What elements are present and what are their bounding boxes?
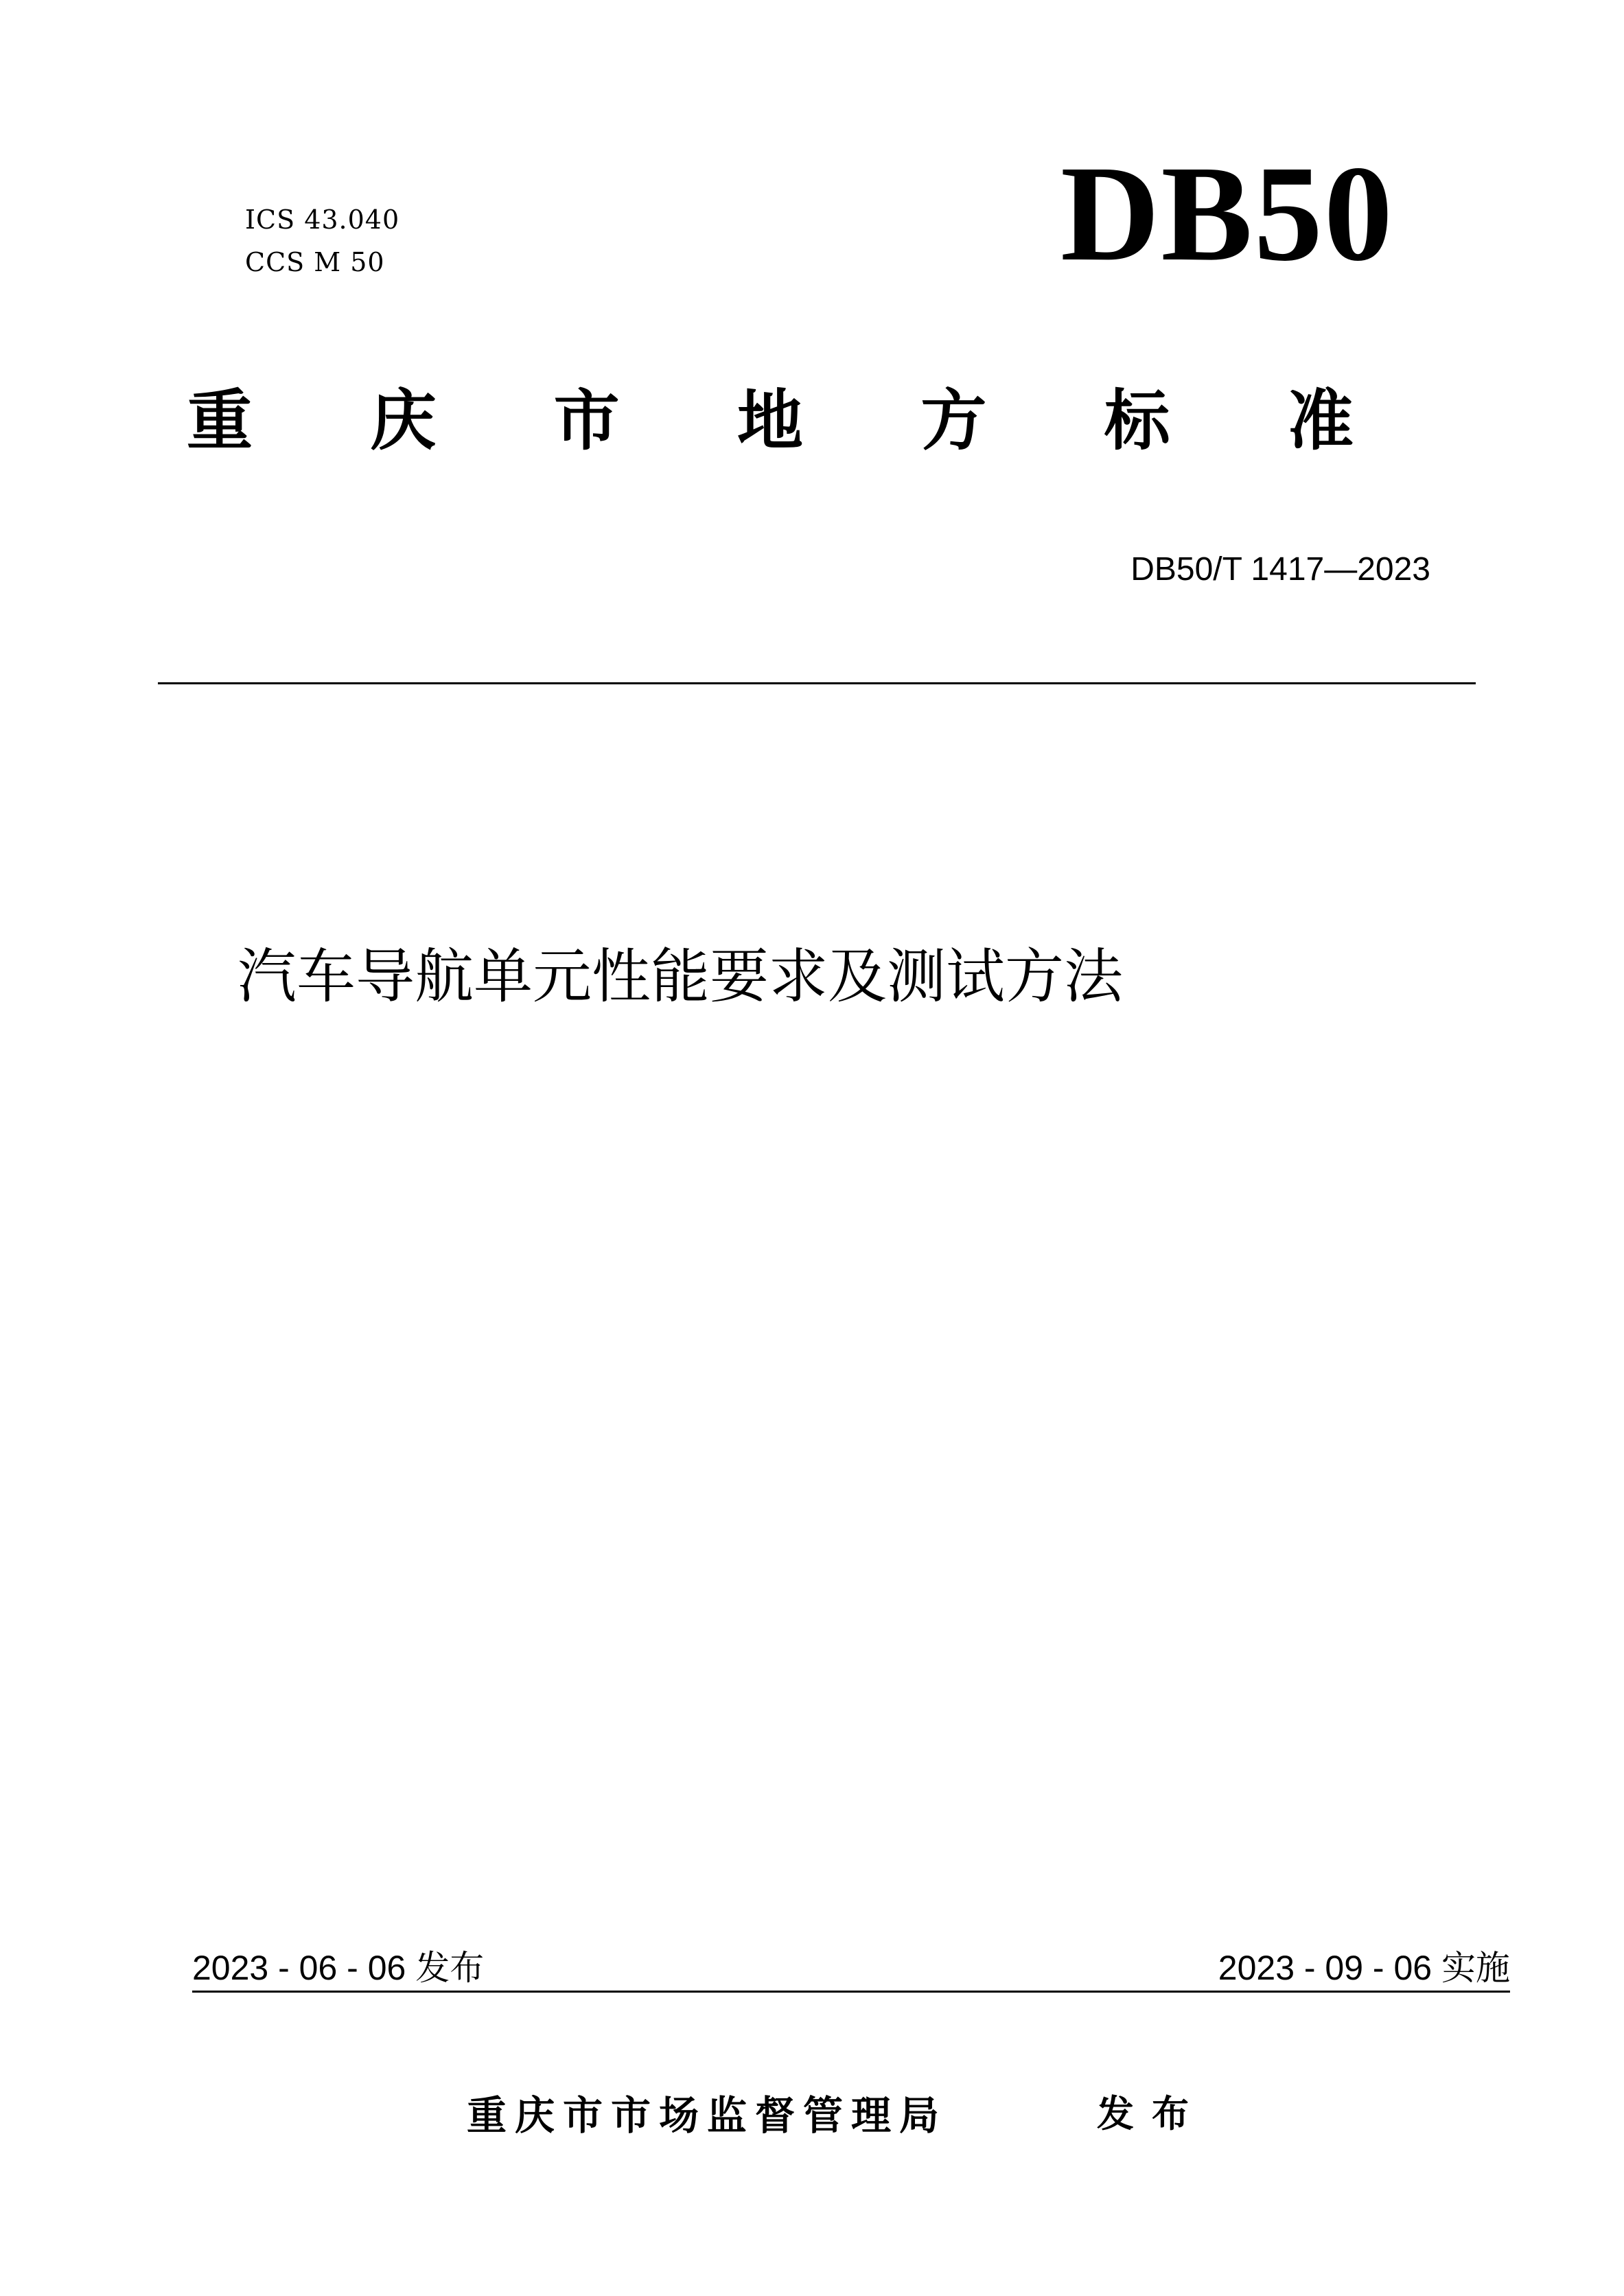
ccs-code: CCS M 50 bbox=[245, 247, 385, 277]
top-divider bbox=[158, 682, 1476, 684]
standard-type-char: 市 bbox=[553, 382, 620, 459]
publisher-name: 重庆市市场监督管理局 bbox=[467, 2092, 948, 2139]
standard-type-char: 标 bbox=[1104, 382, 1170, 459]
db50-logo: DB50 bbox=[1060, 138, 1394, 290]
standard-type-char: 重 bbox=[187, 382, 253, 459]
publish-label: 发布 bbox=[1097, 2092, 1207, 2135]
bottom-divider bbox=[192, 1991, 1510, 1993]
standard-type-char: 方 bbox=[920, 382, 987, 459]
date-row bbox=[192, 1944, 1510, 1992]
classification-codes bbox=[245, 198, 399, 283]
implementation-date: 2023 - 09 - 06 实施 bbox=[1218, 1949, 1510, 1987]
standard-type-char: 准 bbox=[1287, 382, 1354, 459]
issue-date: 2023 - 06 - 06 发布 bbox=[192, 1949, 485, 1987]
document-title: 汽车导航单元性能要求及测试方法 bbox=[237, 942, 1123, 1011]
standard-type-char: 地 bbox=[736, 382, 803, 459]
standard-type-heading bbox=[187, 376, 1354, 465]
ics-code: ICS 43.040 bbox=[245, 205, 400, 235]
standard-type-char: 庆 bbox=[370, 382, 437, 459]
standard-number: DB50/T 1417—2023 bbox=[1130, 551, 1430, 588]
